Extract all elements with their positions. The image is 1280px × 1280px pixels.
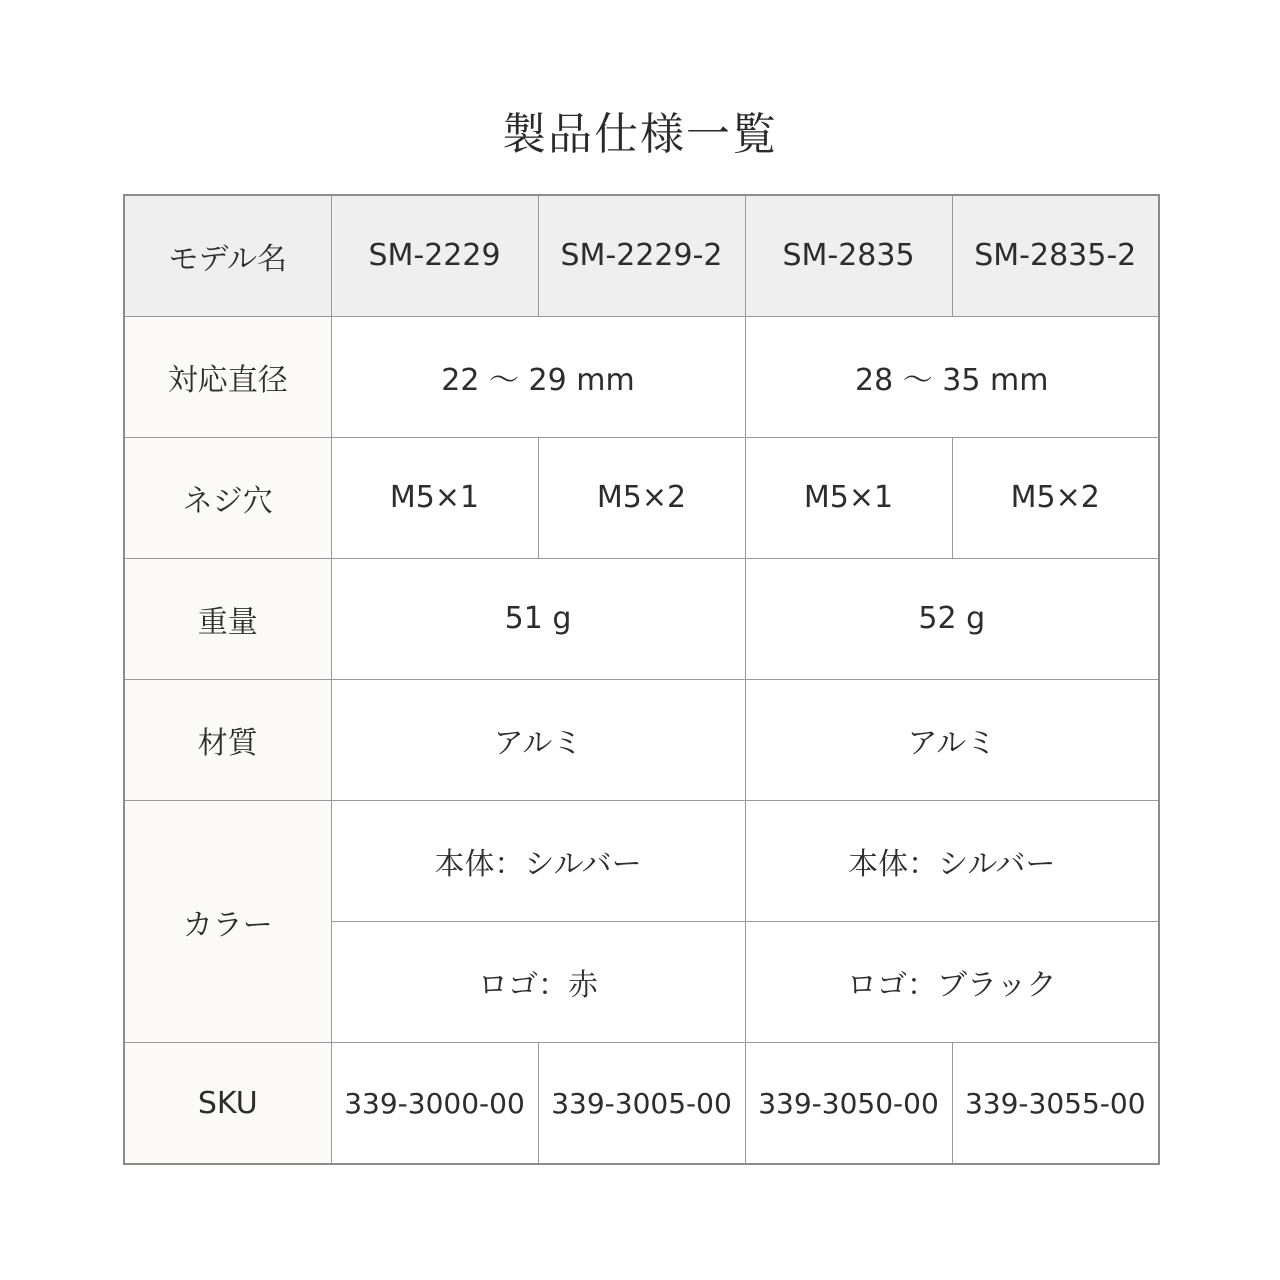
sku-cell: 339-3055-00 [952,1043,1159,1164]
model-cell: SM-2229-2 [538,195,745,316]
material-cell: アルミ [745,680,1159,801]
sku-cell: 339-3000-00 [331,1043,538,1164]
page-title: 製品仕様一覧 [502,109,778,160]
spec-table [123,194,1160,1165]
screw-cell: M5×2 [952,437,1159,558]
table-row-material [124,680,1159,801]
row-label-model: モデル名 [124,195,331,316]
table-row-diameter [124,316,1159,437]
diameter-cell: 22 〜 29 mm [331,316,745,437]
screw-cell: M5×1 [331,437,538,558]
row-label-screw: ネジ穴 [124,437,331,558]
row-label-sku: SKU [124,1043,331,1164]
row-label-color: カラー [124,801,331,1043]
material-cell: アルミ [331,680,745,801]
diameter-cell: 28 〜 35 mm [745,316,1159,437]
weight-cell: 51 g [331,558,745,679]
row-label-weight: 重量 [124,558,331,679]
color-body-cell: 本体：シルバー [331,801,745,922]
weight-cell: 52 g [745,558,1159,679]
row-label-material: 材質 [124,680,331,801]
sku-cell: 339-3005-00 [538,1043,745,1164]
screw-cell: M5×2 [538,437,745,558]
row-label-diameter: 対応直径 [124,316,331,437]
color-logo-cell: ロゴ：赤 [331,922,745,1043]
sku-cell: 339-3050-00 [745,1043,952,1164]
table-row-color-body [124,801,1159,922]
model-cell: SM-2835 [745,195,952,316]
table-row-model [124,195,1159,316]
color-body-cell: 本体：シルバー [745,801,1159,922]
model-cell: SM-2229 [331,195,538,316]
table-row-sku [124,1043,1159,1164]
color-logo-cell: ロゴ：ブラック [745,922,1159,1043]
model-cell: SM-2835-2 [952,195,1159,316]
table-row-weight [124,558,1159,679]
table-row-screw [124,437,1159,558]
screw-cell: M5×1 [745,437,952,558]
